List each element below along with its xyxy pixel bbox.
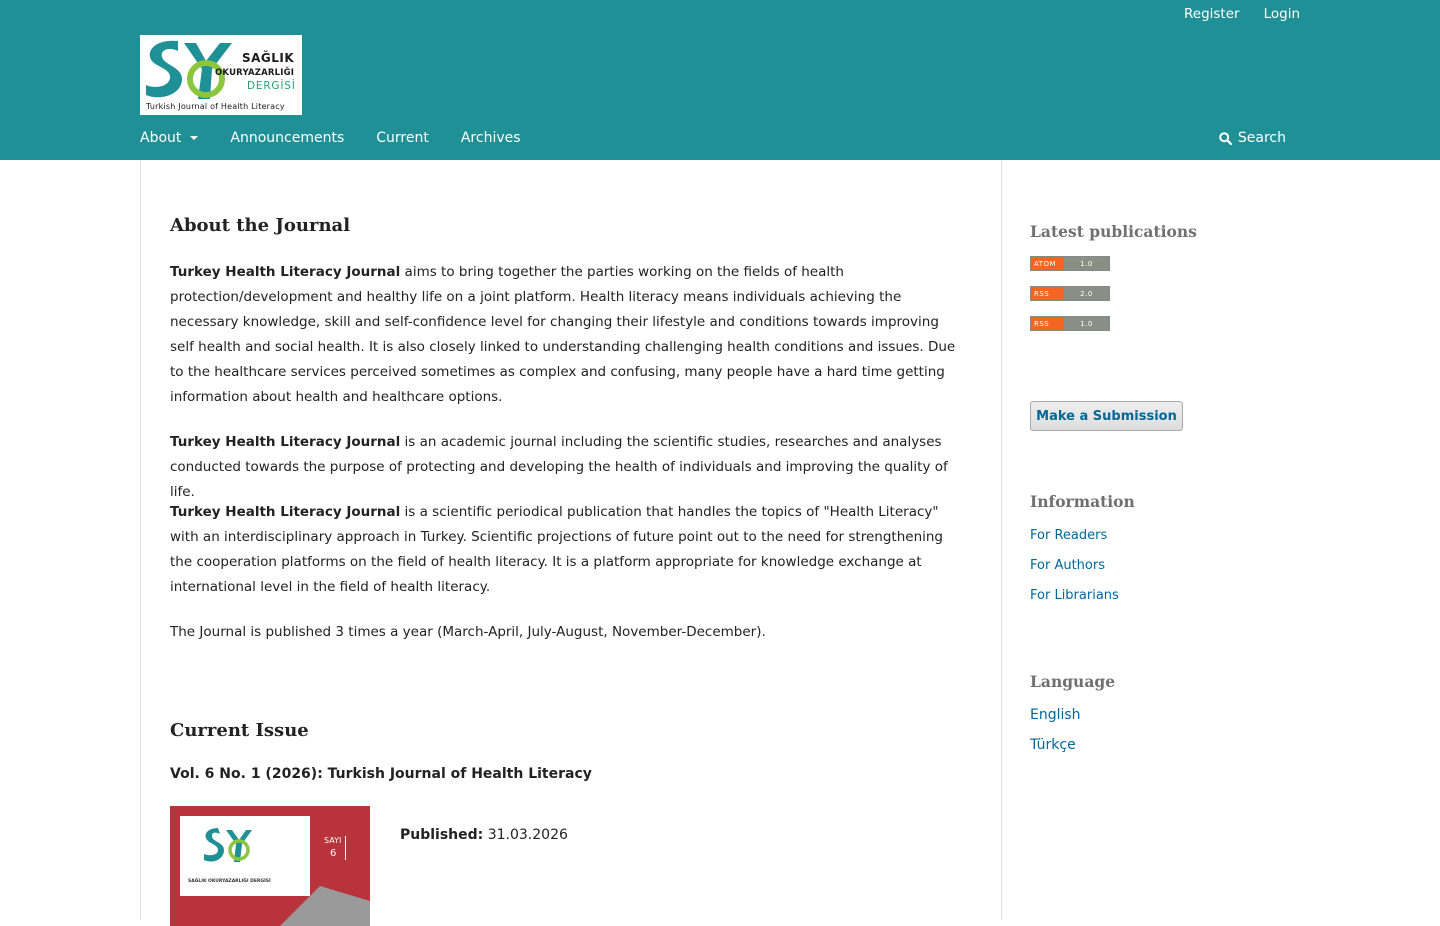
search-link[interactable] bbox=[1219, 130, 1286, 146]
latest-publications-title: Latest publications bbox=[1030, 222, 1197, 241]
cover-caption: SAĞLIK OKURYAZARLIĞI DERGİSİ bbox=[188, 879, 271, 884]
about-title: About the Journal bbox=[170, 215, 351, 236]
nav-archives[interactable]: Archives bbox=[460, 130, 521, 146]
make-submission-button[interactable]: Make a Submission bbox=[1030, 401, 1183, 431]
cover-issue-number: 6 bbox=[330, 848, 337, 859]
rss2-feed-version: 2.0 bbox=[1064, 287, 1109, 300]
about-paragraph-1-text: aims to bring together the parties working on the fields of health protection/development and healthy life on a joint platform. Health literacy means individuals achieving the necessary knowledge, skill and self-confidence level for changing their lifestyle and conditions towards improving self health and social health. It is also closely linked to understanding challenging health conditions and issues. Due to the healthcare services perceived sometimes as complex and confusing, many people have a hard time getting information about health and healthcare options. bbox=[170, 264, 956, 405]
published-label: Published: bbox=[400, 827, 484, 843]
about-paragraph-1 bbox=[170, 260, 965, 410]
search-label: Search bbox=[1237, 130, 1286, 146]
about-paragraph-3 bbox=[170, 500, 965, 600]
rss2-feed-label: RSS bbox=[1031, 287, 1064, 300]
issue-title-link[interactable]: Vol. 6 No. 1 (2026): Turkish Journal of Health Literacy bbox=[170, 766, 592, 782]
nav-announcements[interactable]: Announcements bbox=[230, 130, 345, 146]
about-paragraph-2 bbox=[170, 430, 965, 505]
login-link[interactable]: Login bbox=[1263, 6, 1300, 22]
primary-nav bbox=[140, 130, 553, 146]
journal-name-2: Turkey Health Literacy Journal bbox=[170, 434, 401, 450]
logo-text-subtitle: Turkish Journal of Health Literacy bbox=[146, 102, 285, 111]
atom-feed-label: ATOM bbox=[1031, 257, 1064, 270]
rss2-feed-link[interactable] bbox=[1030, 286, 1110, 301]
search-icon bbox=[1219, 132, 1232, 145]
logo-text-saglik: SAĞLIK bbox=[242, 51, 295, 65]
atom-feed-version: 1.0 bbox=[1064, 257, 1109, 270]
atom-feed-link[interactable] bbox=[1030, 256, 1110, 271]
nav-about[interactable] bbox=[140, 130, 198, 146]
rss1-feed-version: 1.0 bbox=[1064, 317, 1109, 330]
logo-text-dergisi: DERGİSİ bbox=[247, 80, 296, 92]
current-issue-title: Current Issue bbox=[170, 720, 309, 741]
journal-name-1: Turkey Health Literacy Journal bbox=[170, 264, 401, 280]
issue-cover-image[interactable] bbox=[170, 806, 370, 926]
for-authors-link[interactable]: For Authors bbox=[1030, 558, 1105, 573]
rss1-feed-link[interactable] bbox=[1030, 316, 1110, 331]
for-readers-link[interactable]: For Readers bbox=[1030, 528, 1108, 543]
for-librarians-link[interactable]: For Librarians bbox=[1030, 588, 1119, 603]
caret-down-icon bbox=[190, 136, 198, 140]
nav-current[interactable]: Current bbox=[376, 130, 429, 146]
logo-text-okuryazarligi: OKURYAZARLIĞI bbox=[215, 68, 295, 78]
language-turkish-link[interactable]: Türkçe bbox=[1030, 737, 1076, 753]
site-header bbox=[0, 0, 1440, 160]
published-date: 31.03.2026 bbox=[487, 827, 568, 843]
about-paragraph-4: The Journal is published 3 times a year (March-April, July-August, November-December). bbox=[170, 624, 766, 640]
journal-logo[interactable] bbox=[140, 35, 302, 115]
nav-about-label: About bbox=[140, 130, 182, 146]
rss1-feed-label: RSS bbox=[1031, 317, 1064, 330]
register-link[interactable]: Register bbox=[1183, 6, 1240, 22]
published-line bbox=[400, 823, 800, 848]
about-paragraph-3-text: is a scientific periodical publication that handles the topics of "Health Literacy" with an interdisciplinary approach in Turkey. Scientific projections of future point out to the need for strengthening the cooperation platforms on the field of health literacy. It is a platform appropriate for knowledge exchange at international level in the field of health literacy. bbox=[170, 504, 944, 595]
language-english-link[interactable]: English bbox=[1030, 707, 1081, 723]
about-paragraph-2-text: is an academic journal including the scientific studies, researches and analyses conducted towards the purpose of protecting and developing the health of individuals and improving the quality of life. bbox=[170, 434, 948, 500]
cover-divider bbox=[345, 836, 346, 860]
cover-decoration-icon bbox=[170, 806, 370, 926]
cover-sayi-label: SAYI bbox=[324, 836, 342, 845]
user-nav bbox=[1184, 6, 1300, 22]
journal-name-3: Turkey Health Literacy Journal bbox=[170, 504, 401, 520]
information-title: Information bbox=[1030, 492, 1135, 511]
language-title: Language bbox=[1030, 672, 1116, 691]
